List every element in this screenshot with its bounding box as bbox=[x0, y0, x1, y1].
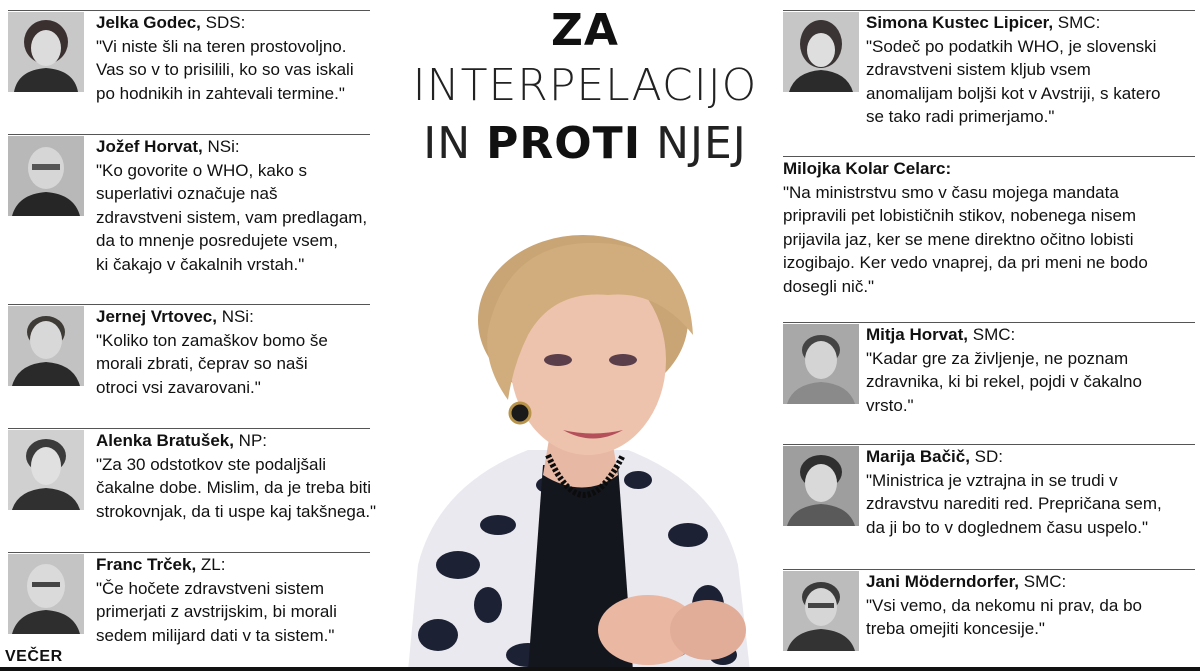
quote-text: Simona Kustec Lipicer, SMC: "Sodeč po podatkih WHO, je slovenski zdravstveni sistem kljub vsem anomalijam boljši kot v Avstriji, s katero se tako radi primerjamo." bbox=[866, 13, 1161, 126]
headline-interpelacijo: INTERPELACIJO bbox=[412, 60, 758, 111]
headline-proti: PROTI bbox=[486, 118, 642, 169]
portrait-jernej-vrtovec bbox=[8, 306, 84, 386]
quote-text: Jernej Vrtovec, NSi: "Koliko ton zamaškov bomo še morali zbrati, čeprav so naši otroci vsi zavarovani." bbox=[96, 307, 328, 397]
quote-mitja-horvat bbox=[783, 322, 1195, 422]
portrait-jozef-horvat bbox=[8, 136, 84, 216]
quote-text: Jožef Horvat, NSi: "Ko govorite o WHO, kako s superlativi označuje naš zdravstveni sistem, vam predlagam, da to mnenje posredujete vsem, ki čakajo v čakalnih vrstah." bbox=[96, 137, 368, 274]
headline-njej: NJEJ bbox=[656, 118, 747, 169]
portrait-mitja-horvat bbox=[783, 324, 859, 404]
quote-marija-bacic bbox=[783, 444, 1195, 544]
portrait-marija-bacic bbox=[783, 446, 859, 526]
portrait-jelka-godec bbox=[8, 12, 84, 92]
portrait-jani-moderndorfer bbox=[783, 571, 859, 651]
headline-in: IN bbox=[423, 118, 472, 169]
portrait-franc-trcek bbox=[8, 554, 84, 634]
portrait-alenka-bratusek bbox=[8, 430, 84, 510]
quote-text: Marija Bačič, SD: "Ministrica je vztrajna in se trudi v zdravstvu narediti red. Prepričana sem, da ji bo to v doglednem času uspelo." bbox=[866, 447, 1162, 537]
quote-simona-kustec-lipicer bbox=[783, 10, 1195, 130]
quote-jernej-vrtovec bbox=[8, 304, 370, 404]
headline-za: ZA bbox=[551, 5, 619, 56]
quote-franc-trcek bbox=[8, 552, 370, 647]
masthead-vecer: VEČER bbox=[5, 648, 63, 665]
quote-milojka-kolar-celarc bbox=[783, 156, 1195, 296]
quote-text: Franc Trček, ZL: "Če hočete zdravstveni sistem primerjati z avstrijskim, bi morali sedem milijard dati v ta sistem." bbox=[96, 555, 337, 645]
quote-jani-moderndorfer bbox=[783, 569, 1195, 659]
quote-jelka-godec bbox=[8, 10, 370, 110]
quote-text: Milojka Kolar Celarc: "Na ministrstvu smo v času mojega mandata pripravili pet lobističnih stikov, nobenega nisem prijavila jaz, ker se mene direktno očitno lobisti izogibajo. Ker vedo vnaprej, da pri meni ne bodo dosegli nič." bbox=[783, 159, 1148, 296]
quote-text: Jelka Godec, SDS: "Vi niste šli na teren prostovoljno. Vas so v to prisilili, ko so vas iskali po hodnikih in zahtevali termine." bbox=[96, 13, 354, 103]
bottom-rule bbox=[0, 667, 1200, 671]
headline-in-proti-njej bbox=[395, 118, 775, 169]
quote-text: Mitja Horvat, SMC: "Kadar gre za življenje, ne poznam zdravnika, ki bi rekel, pojdi v čakalno vrsto." bbox=[866, 325, 1142, 415]
quote-alenka-bratusek bbox=[8, 428, 398, 528]
quote-text: Jani Möderndorfer, SMC: "Vsi vemo, da nekomu ni prav, da bo treba omejiti koncesije." bbox=[866, 572, 1142, 638]
portrait-simona-kustec-lipicer bbox=[783, 12, 859, 92]
quote-text: Alenka Bratušek, NP: "Za 30 odstotkov ste podaljšali čakalne dobe. Mislim, da je treba biti strokovnjak, da ti uspe kaj takšnega." bbox=[96, 431, 377, 521]
minister-photo bbox=[378, 235, 778, 671]
quote-jozef-horvat bbox=[8, 134, 370, 284]
